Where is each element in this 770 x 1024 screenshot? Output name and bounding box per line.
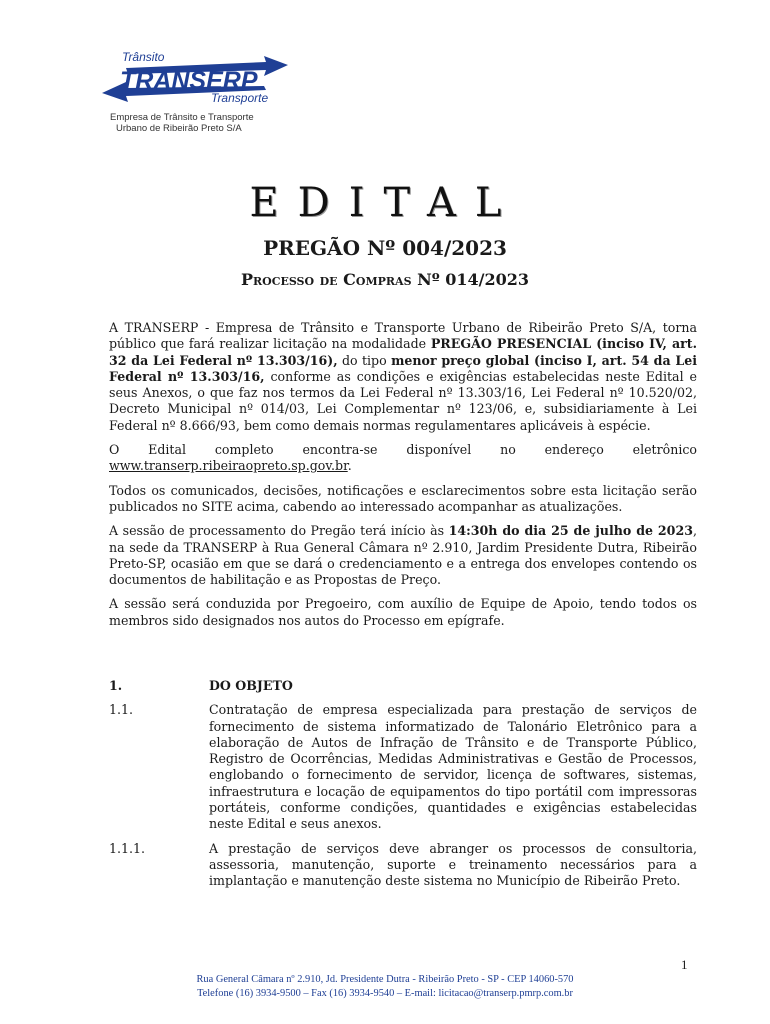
footer-address: Rua General Câmara nº 2.910, Jd. Presidente Dutra - Ribeirão Preto - SP - CEP 14060-570	[196, 974, 574, 985]
p1-bold-modalidade: PREGÃO PRESENCIAL (inciso IV, art. 32 da Lei Federal nº 13.303/16),	[109, 336, 697, 368]
sections-list	[109, 678, 697, 898]
p1-text-e: conforme as condições e exigências estabelecidas neste Edital e seus Anexos, o que faz nos termos da Lei Federal nº 13.303/16, Lei Federal nº 10.520/02, Decreto Municipal nº 014/03, Lei Complementar nº 123/06, e, subsidiariamente à Lei Federal nº 8.666/93, bem como demais normas regulamentares aplicáveis à espécie.	[109, 368, 697, 433]
section-number: 1.	[109, 678, 123, 693]
section-number: 1.1.1.	[109, 840, 146, 856]
p1-text-c: do tipo	[337, 352, 392, 368]
intro-paragraph-2-link-line	[109, 458, 697, 474]
section-number: 1.1.	[109, 702, 134, 718]
intro-paragraph-4	[109, 523, 697, 588]
logo-subtitle	[110, 112, 300, 134]
section-title: DO OBJETO	[209, 678, 293, 693]
p4-text-c: , na sede da TRANSERP à Rua General Câmara nº 2.910, Jardim Presidente Dutra, Ribeirão Preto-SP, ocasião em que se dará o credenciamento e a entrega dos envelopes contendo os documentos de habilitação e as Propostas de Preço.	[109, 523, 697, 588]
logo-subtitle-line2: Urbano de Ribeirão Preto S/A	[116, 123, 242, 134]
website-link[interactable]: www.transerp.ribeiraopreto.sp.gov.br	[109, 458, 348, 474]
p4-text-a: A sessão de processamento do Pregão terá início às	[109, 523, 449, 539]
section-item	[109, 702, 697, 832]
logo-wordmark: TRANSERP	[120, 67, 258, 95]
p4-bold-date: 14:30h do dia 25 de julho de 2023	[448, 523, 693, 539]
document-title: EDITAL	[249, 180, 521, 226]
intro-paragraph-5: A sessão será conduzida por Pregoeiro, com auxílio de Equipe de Apoio, tendo todos os membros sido designados nos autos do Processo em epígrafe.	[109, 596, 697, 628]
footer-contact: Telefone (16) 3934-9500 – Fax (16) 3934-9540 – E-mail: licitacao@transerp.pmrp.com.br	[197, 988, 573, 999]
intro-paragraph-3: Todos os comunicados, decisões, notificações e esclarecimentos sobre esta licitação serão publicados no SITE acima, cabendo ao interessado acompanhar as atualizações.	[109, 482, 697, 514]
transerp-logo	[96, 46, 296, 136]
p1-bold-tipo: menor preço global (inciso I, art. 54 da Lei Federal nº 13.303/16,	[109, 352, 697, 384]
p1-text-a: A TRANSERP - Empresa de Trânsito e Transporte Urbano de Ribeirão Preto S/A, torna público que fará realizar licitação na modalidade	[109, 320, 697, 352]
processo-number: Processo de Compras Nº 014/2023	[240, 270, 530, 289]
logo-subtitle-line1: Empresa de Trânsito e Transporte	[110, 112, 254, 123]
pregao-number: PREGÃO Nº 004/2023	[263, 236, 507, 260]
page-footer	[0, 973, 770, 1001]
p2-text-a: O Edital completo encontra-se disponível no endereço eletrônico	[109, 442, 697, 458]
logo-transporte-text: Transporte	[211, 91, 269, 105]
page-number: 1	[681, 957, 688, 972]
section-item	[109, 841, 697, 890]
p2-text-b: .	[347, 458, 352, 474]
intro-paragraph-2	[109, 442, 697, 458]
intro-paragraph-1	[109, 320, 697, 434]
section-text: A prestação de serviços deve abranger os processos de consultoria, assessoria, manutenção, suporte e treinamento necessários para a implantação e manutenção deste sistema no Município de Ribeirão Preto.	[209, 840, 697, 889]
section-text: Contratação de empresa especializada para prestação de serviços de fornecimento de sistema informatizado de Talonário Eletrônico para a elaboração de Autos de Infração de Trânsito e de Transporte Público, Registro de Ocorrências, Medidas Administrativas e Gestão de Processos, englobando o fornecimento de servidor, licença de softwares, sistemas, infraestrutura e locação de equipamentos do tipo portátil com impressoras portáteis, conforme condições, quantidades e exigências estabelecidas neste Edital e seus anexos.	[209, 702, 697, 832]
intro-text	[109, 320, 697, 637]
logo-transito-text: Trânsito	[122, 50, 165, 64]
section-item	[109, 678, 697, 694]
